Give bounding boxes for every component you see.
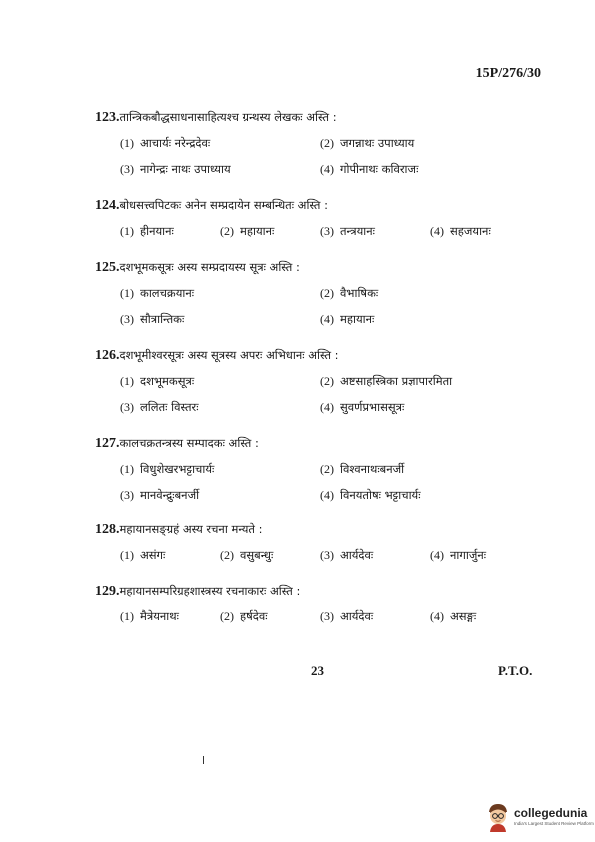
question-125 xyxy=(95,260,300,276)
option-2: (2) हर्षदेवः xyxy=(220,609,268,623)
option-1: (1) मैत्रेयनाथः xyxy=(120,609,179,623)
question-text: बोधसत्त्वपिटकः अनेन सम्प्रदायेन सम्बन्धितः अस्ति : xyxy=(119,198,328,212)
option-1: (1) आचार्यः नरेन्द्रदेवः xyxy=(120,136,211,150)
option-1: (1) कालचक्रयानः xyxy=(120,286,195,300)
option-1: (1) दशभूमकसूत्रः xyxy=(120,374,195,388)
option-4: (4) सहजयानः xyxy=(430,224,491,238)
options-row xyxy=(120,548,540,566)
option-4: (4) असङ्गः xyxy=(430,609,477,623)
question-124 xyxy=(95,198,328,214)
pto-label: P.T.O. xyxy=(498,663,533,678)
scan-mark xyxy=(203,756,204,764)
option-1: (1) विधुशेखरभट्टाचार्यः xyxy=(120,462,215,476)
options-row xyxy=(120,162,540,180)
option-3: (3) ललितः विस्तरः xyxy=(120,400,199,414)
option-3: (3) आर्यदेवः xyxy=(320,609,374,623)
options-row xyxy=(120,609,540,627)
question-text: तान्त्रिकबौद्धसाधनासाहित्यश्च ग्रन्थस्य लेखकः अस्ति : xyxy=(119,110,337,124)
question-126 xyxy=(95,348,339,364)
question-text: कालचक्रतन्त्रस्य सम्पादकः अस्ति : xyxy=(119,436,259,450)
option-3: (3) आर्यदेवः xyxy=(320,548,374,562)
options-row xyxy=(120,462,540,480)
option-3: (3) मानवेन्द्रुःबनर्जी xyxy=(120,488,200,502)
question-text: दशभूमकसूत्रः अस्य सम्प्रदायस्य सूत्रः अस्ति : xyxy=(119,260,300,274)
watermark-name: collegedunia xyxy=(514,806,588,820)
watermark-logo xyxy=(486,802,594,834)
option-2: (2) वैभाषिकः xyxy=(320,286,379,300)
question-number: 127. xyxy=(95,436,120,451)
question-number: 129. xyxy=(95,584,120,599)
options-row xyxy=(120,488,540,506)
question-number: 124. xyxy=(95,198,120,213)
question-123 xyxy=(95,110,337,126)
options-row xyxy=(120,374,540,392)
question-127 xyxy=(95,436,259,452)
paper-code: 15P/276/30 xyxy=(475,66,541,81)
student-avatar-icon xyxy=(486,802,510,832)
question-number: 126. xyxy=(95,348,120,363)
question-number: 123. xyxy=(95,110,120,125)
options-row xyxy=(120,224,540,242)
options-row xyxy=(120,286,540,304)
options-row xyxy=(120,136,540,154)
option-2: (2) जगन्नाथः उपाध्याय xyxy=(320,136,415,150)
question-129 xyxy=(95,584,300,600)
option-3: (3) तन्त्रयानः xyxy=(320,224,375,238)
question-text: दशभूमीश्वरसूत्रः अस्य सूत्रस्य अपरः अभिधानः अस्ति : xyxy=(119,348,339,362)
option-2: (2) अष्टसाहस्त्रिका प्रज्ञापारमिता xyxy=(320,374,453,388)
question-number: 128. xyxy=(95,522,120,537)
option-4: (4) नागार्जुनः xyxy=(430,548,487,562)
page-number: 23 xyxy=(311,663,324,678)
option-3: (3) सौत्रान्तिकः xyxy=(120,312,185,326)
option-2: (2) विश्वनाथःबनर्जी xyxy=(320,462,405,476)
option-2: (2) वसुबन्धुः xyxy=(220,548,274,562)
option-4: (4) सुवर्णप्रभाससूत्रः xyxy=(320,400,405,414)
option-4: (4) महायानः xyxy=(320,312,375,326)
option-4: (4) विनयतोषः भट्टाचार्यः xyxy=(320,488,421,502)
question-text: महायानसम्परिग्रहशास्त्रस्य रचनाकारः अस्ति : xyxy=(119,584,301,598)
option-2: (2) महायानः xyxy=(220,224,275,238)
question-number: 125. xyxy=(95,260,120,275)
options-row xyxy=(120,400,540,418)
options-row xyxy=(120,312,540,330)
question-128 xyxy=(95,522,262,538)
watermark-tagline: India's Largest Student Review Platform xyxy=(514,821,594,826)
option-1: (1) हीनयानः xyxy=(120,224,174,238)
option-4: (4) गोपीनाथः कविराजः xyxy=(320,162,419,176)
question-text: महायानसङ्ग्रहं अस्य रचना मन्यते : xyxy=(119,522,263,536)
option-1: (1) असंगः xyxy=(120,548,166,562)
option-3: (3) नागेन्द्रः नाथः उपाध्याय xyxy=(120,162,231,176)
